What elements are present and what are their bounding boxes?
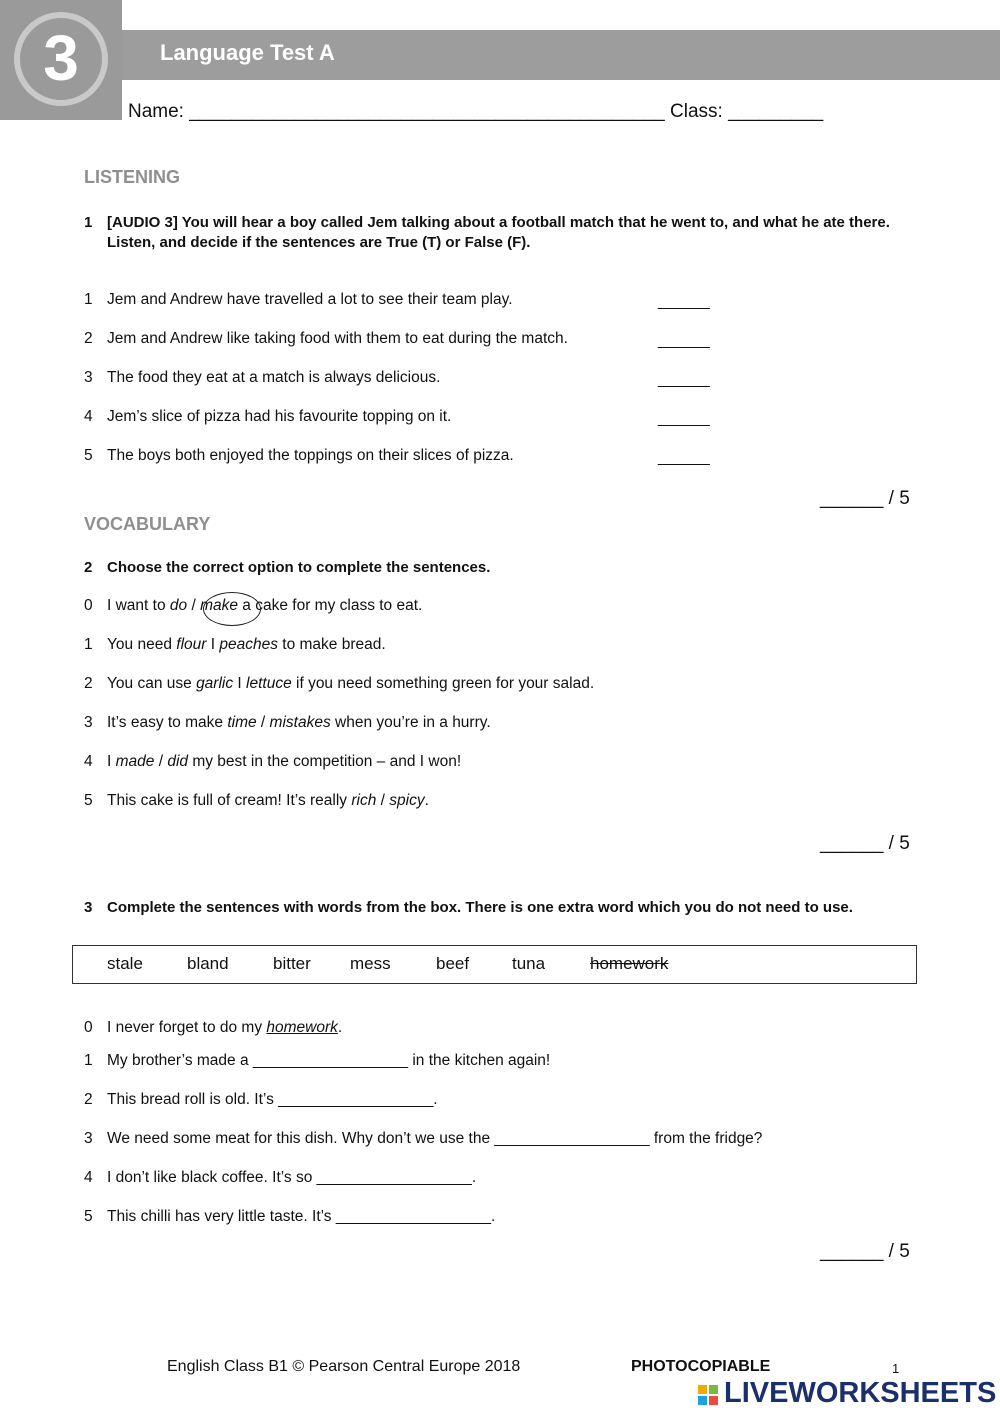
vocab-item [84, 791, 429, 811]
item-number: 0 [84, 1019, 93, 1036]
answer-blank[interactable]: ______ [658, 449, 710, 466]
item-text: You can use [107, 675, 197, 692]
option-1[interactable]: do [169, 597, 188, 614]
exercise-3-score: ______ / 5 [820, 1241, 910, 1262]
example-answer: homework [266, 1019, 338, 1036]
item-text: . [337, 1019, 343, 1036]
item-text: Jem’s slice of pizza had his favourite topping on it. [107, 408, 452, 425]
item-text: if you need something green for your salad. [291, 675, 595, 692]
vocabulary-heading: VOCABULARY [84, 514, 211, 534]
item-text: Jem and Andrew have travelled a lot to see their team play. [107, 291, 513, 308]
vocab-item [84, 635, 386, 655]
instruction-text: Choose the correct option to complete the sentences. [107, 559, 491, 576]
gap-fill-item[interactable] [84, 1168, 476, 1188]
footer-photocopiable: PHOTOCOPIABLE [631, 1358, 771, 1375]
item-text: I want to [107, 597, 170, 614]
item-text: I don’t like black coffee. It’s so __________________. [107, 1169, 477, 1186]
option-separator: I [233, 675, 247, 692]
item-text: . [424, 792, 429, 809]
item-number: 4 [84, 753, 93, 770]
unit-number: 3 [43, 22, 79, 94]
item-text: We need some meat for this dish. Why don’t we use the __________________ from the fridge? [107, 1130, 763, 1147]
word-box-item: mess [350, 954, 391, 973]
page-title: Language Test A [160, 40, 335, 65]
option-2[interactable]: did [167, 753, 189, 770]
item-number: 0 [84, 597, 93, 614]
item-number: 2 [84, 675, 93, 692]
option-2[interactable]: lettuce [246, 675, 292, 692]
item-number: 1 [84, 291, 93, 308]
item-number: 5 [84, 792, 93, 809]
instruction-text: [AUDIO 3] You will hear a boy called Jem talking about a football match that he went to, and what he ate there. Listen, and decide if the sentences are True (T) or False (F). [107, 214, 890, 251]
listening-heading: LISTENING [84, 167, 181, 187]
gap-fill-item[interactable] [84, 1051, 550, 1071]
item-text: I [107, 753, 116, 770]
footer-copyright: English Class B1 © Pearson Central Europe 2018 [167, 1358, 521, 1375]
item-text: Jem and Andrew like taking food with them to eat during the match. [107, 330, 568, 347]
item-number: 1 [84, 1052, 93, 1069]
item-number: 3 [84, 1130, 93, 1147]
item-text: to make bread. [277, 636, 386, 653]
item-text: My brother’s made a __________________ in the kitchen again! [107, 1052, 551, 1069]
exercise-2-score: ______ / 5 [820, 833, 910, 854]
item-text: This bread roll is old. It’s __________________. [107, 1091, 438, 1108]
gap-fill-item[interactable] [84, 1207, 495, 1227]
item-number: 2 [84, 1091, 93, 1108]
liveworksheets-logo-icon [698, 1385, 722, 1409]
option-separator: / [154, 753, 168, 770]
item-number: 3 [84, 714, 93, 731]
name-class-line: Name: _____________________________________________ Class: _________ [128, 101, 824, 122]
item-number: 4 [84, 1169, 93, 1186]
item-number: 1 [84, 636, 93, 653]
instruction-number: 3 [84, 899, 93, 916]
item-text: The food they eat at a match is always delicious. [107, 369, 441, 386]
option-1[interactable]: rich [351, 792, 377, 809]
option-1[interactable]: flour [176, 636, 207, 653]
item-number: 5 [84, 447, 93, 464]
listening-item [84, 290, 513, 310]
listening-item [84, 446, 514, 466]
word-box-item: bitter [273, 954, 311, 973]
listening-item [84, 407, 451, 427]
vocab-item [84, 674, 594, 694]
option-1[interactable]: time [227, 714, 257, 731]
word-box-item: bland [187, 954, 229, 973]
option-2[interactable]: spicy [389, 792, 425, 809]
listening-item [84, 329, 568, 349]
item-text: This chilli has very little taste. It’s __________________. [107, 1208, 496, 1225]
item-text: a cake for my class to eat. [237, 597, 423, 614]
word-box-item: stale [107, 954, 143, 973]
item-text: I never forget to do my [107, 1019, 267, 1036]
word-box-item: tuna [512, 954, 546, 973]
answer-blank[interactable]: ______ [658, 410, 710, 427]
vocab-item [84, 752, 461, 772]
answer-blank[interactable]: ______ [658, 293, 710, 310]
item-text: The boys both enjoyed the toppings on their slices of pizza. [107, 447, 514, 464]
liveworksheets-logo-text[interactable]: LIVEWORKSHEETS [724, 1377, 997, 1409]
option-1[interactable]: garlic [196, 675, 234, 692]
gap-fill-item[interactable] [84, 1129, 762, 1149]
option-1[interactable]: made [115, 753, 155, 770]
item-text: This cake is full of cream! It’s really [107, 792, 352, 809]
word-box-item-used: homework [590, 954, 669, 973]
item-number: 5 [84, 1208, 93, 1225]
example-answer-circle [203, 592, 261, 626]
exercise-3-instruction [84, 898, 914, 918]
page-number: 1 [892, 1361, 900, 1376]
exercise-2-instruction [84, 558, 914, 578]
vocab-item [84, 713, 491, 733]
instruction-number: 1 [84, 214, 93, 231]
word-box-item: beef [436, 954, 470, 973]
answer-blank[interactable]: ______ [658, 332, 710, 349]
option-2[interactable]: mistakes [269, 714, 331, 731]
option-separator: / [187, 597, 201, 614]
item-number: 2 [84, 330, 93, 347]
item-text: when you’re in a hurry. [330, 714, 491, 731]
item-text: It’s easy to make [107, 714, 228, 731]
instruction-number: 2 [84, 559, 93, 576]
gap-fill-item[interactable] [84, 1090, 438, 1110]
option-separator: / [256, 714, 270, 731]
option-separator: / [376, 792, 390, 809]
listening-item [84, 368, 440, 388]
item-text: You need [107, 636, 177, 653]
item-number: 4 [84, 408, 93, 425]
gap-fill-example [84, 1018, 342, 1038]
option-2[interactable]: make [200, 597, 238, 614]
item-number: 3 [84, 369, 93, 386]
listening-score: ______ / 5 [820, 488, 910, 509]
instruction-text: Complete the sentences with words from the box. There is one extra word which you do not need to use. [107, 899, 853, 916]
option-separator: I [206, 636, 220, 653]
item-text: my best in the competition – and I won! [188, 753, 462, 770]
listening-instruction [84, 213, 914, 253]
option-2[interactable]: peaches [219, 636, 278, 653]
answer-blank[interactable]: ______ [658, 371, 710, 388]
